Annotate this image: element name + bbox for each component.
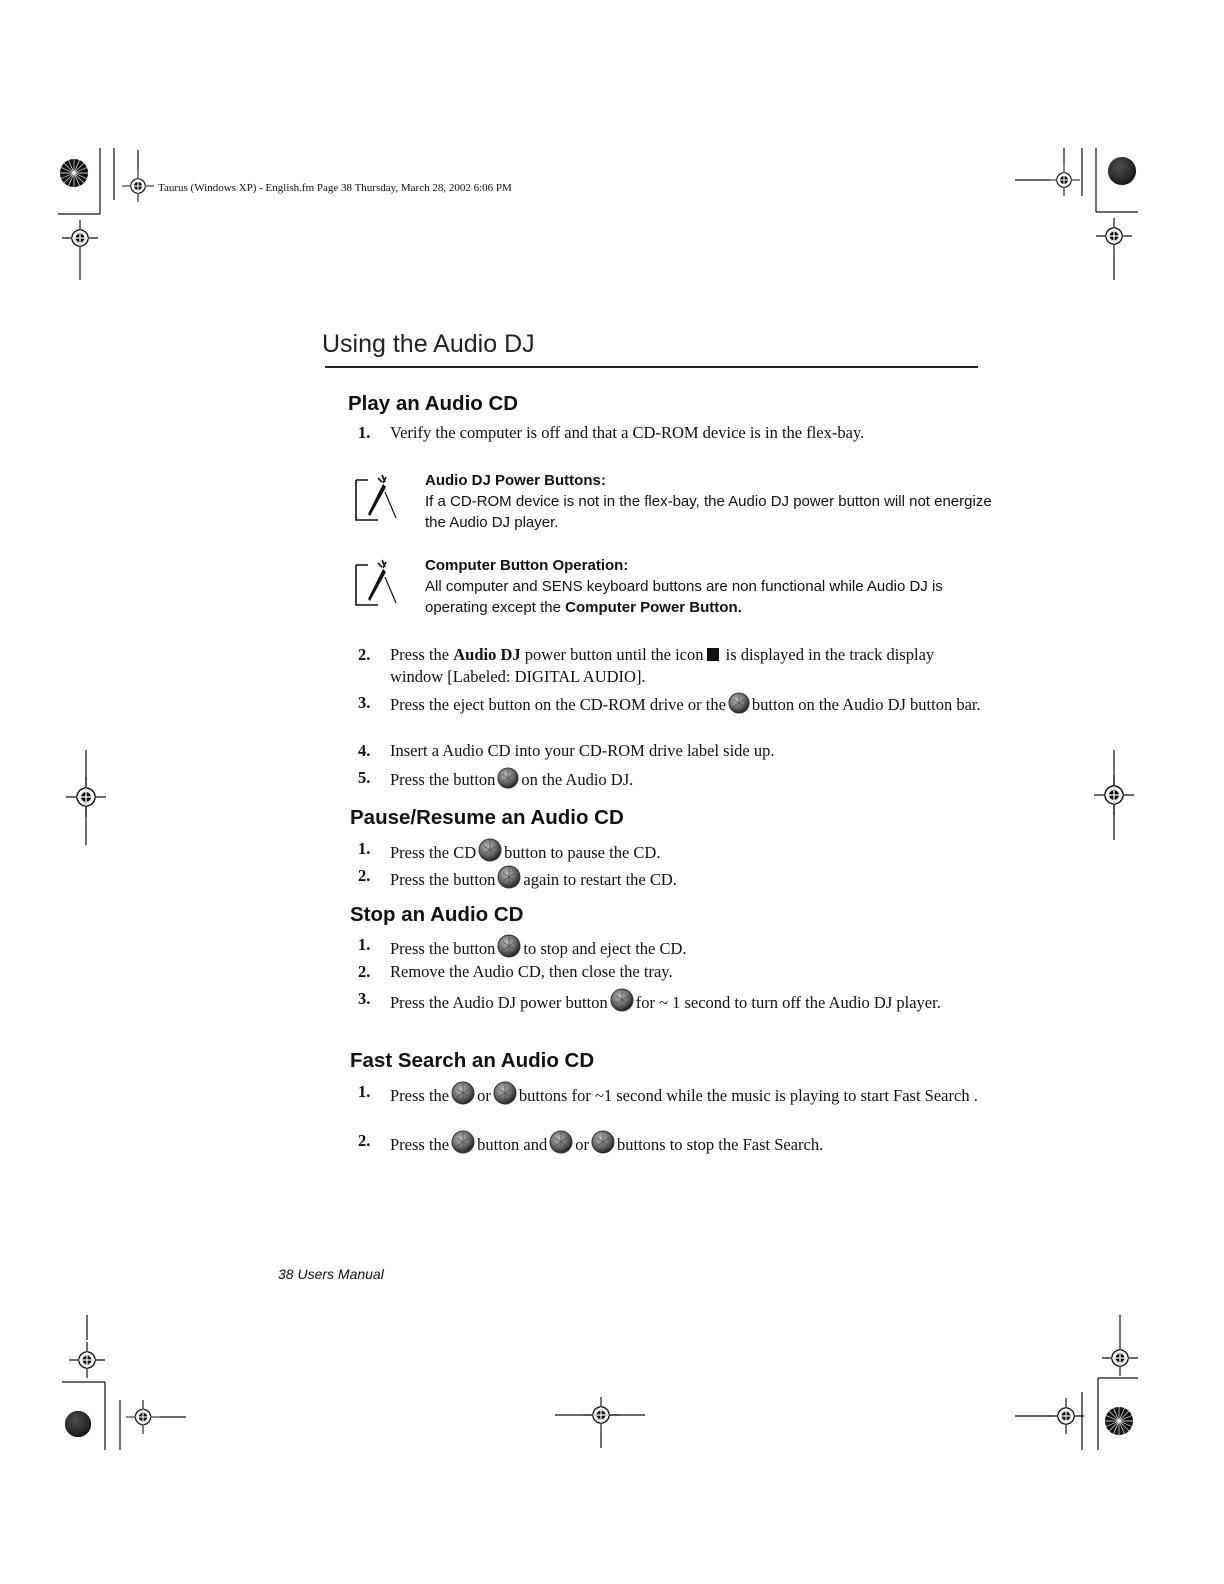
crop-marks-left-middle <box>56 750 116 845</box>
step-text: Verify the computer is off and that a CD-ROM device is in the flex-bay. <box>390 423 865 442</box>
step-number: 2. <box>358 962 371 981</box>
note-title: Audio DJ Power Buttons: <box>425 472 606 489</box>
step-text-part: Press the button <box>390 770 496 789</box>
step-number: 3. <box>358 989 371 1008</box>
step-fast-2 <box>358 1130 983 1156</box>
step-text <box>390 644 983 688</box>
crop-marks-bottom-left <box>50 1310 200 1460</box>
step-text <box>390 767 983 791</box>
registration-mark-icon <box>50 1310 200 1460</box>
note-pen-icon <box>352 472 400 526</box>
step-play-1 <box>358 422 983 444</box>
step-text-part: again to restart the CD. <box>523 870 677 889</box>
step-text-part: on the Audio DJ. <box>521 770 634 789</box>
step-text-part: Press the button <box>390 870 496 889</box>
step-number: 1. <box>358 423 371 442</box>
registration-mark-icon <box>56 750 116 845</box>
step-text <box>390 838 983 864</box>
play-button-icon <box>451 1130 475 1154</box>
step-text-part: Press the button <box>390 939 496 958</box>
step-text: Insert a Audio CD into your CD-ROM drive label side up. <box>390 741 775 760</box>
page-footer: 38 Users Manual <box>278 1266 384 1282</box>
registration-mark-icon <box>1010 0 1224 290</box>
step-text-part: button on the Audio DJ button bar. <box>751 695 981 714</box>
step-text-part: buttons to stop the Fast Search. <box>617 1135 824 1154</box>
note-pen-icon <box>352 557 400 611</box>
step-number: 1. <box>358 935 371 954</box>
step-text: Remove the Audio CD, then close the tray. <box>390 962 673 981</box>
registration-mark-icon <box>1094 750 1154 845</box>
step-text <box>390 934 983 960</box>
step-text-part: Press the eject button on the CD-ROM drive or the <box>390 695 726 714</box>
step-text <box>390 865 983 891</box>
rewind-button-icon <box>451 1081 475 1105</box>
step-text-part: for ~ 1 second to turn off the Audio DJ player. <box>635 993 941 1012</box>
step-number: 4. <box>358 741 371 760</box>
heading-play-audio-cd: Play an Audio CD <box>348 392 519 415</box>
step-text-part: power button until the icon <box>520 645 704 664</box>
step-number: 1. <box>358 1082 371 1101</box>
step-stop-3 <box>358 988 983 1014</box>
crop-marks-bottom-center <box>555 1390 650 1450</box>
fast-forward-button-icon <box>493 1081 517 1105</box>
note-computer-button-operation <box>352 555 992 618</box>
step-text <box>390 988 983 1014</box>
pause-button-icon <box>478 838 502 862</box>
step-text-part: Press the CD <box>390 843 477 862</box>
step-pause-2 <box>358 865 983 891</box>
note-text-bold: Computer Power Button. <box>565 599 742 616</box>
power-button-icon <box>610 988 634 1012</box>
fast-forward-button-icon <box>591 1130 615 1154</box>
heading-stop-audio-cd: Stop an Audio CD <box>350 903 524 926</box>
step-text-part: or <box>477 1086 491 1105</box>
step-text-part: is displayed in the track display window [Labeled: DIGITAL AUDIO]. <box>390 645 935 686</box>
step-stop-2 <box>358 961 983 983</box>
step-number: 1. <box>358 839 371 858</box>
heading-pause-resume: Pause/Resume an Audio CD <box>350 806 624 829</box>
crop-marks-right-middle <box>1094 750 1154 845</box>
registration-mark-icon <box>0 0 200 290</box>
rewind-button-icon <box>549 1130 573 1154</box>
digital-audio-square-icon <box>707 648 719 661</box>
step-text <box>390 692 983 716</box>
title-rule <box>325 366 978 368</box>
step-number: 2. <box>358 866 371 885</box>
step-number: 5. <box>358 768 371 787</box>
step-number: 3. <box>358 693 371 712</box>
note-title: Computer Button Operation: <box>425 557 629 574</box>
step-play-4 <box>358 740 983 762</box>
step-text <box>390 1081 983 1107</box>
play-button-icon <box>497 767 519 789</box>
registration-mark-icon <box>555 1390 650 1450</box>
eject-button-icon <box>728 692 750 714</box>
stop-button-icon <box>497 934 521 958</box>
step-text-part: button and <box>477 1135 548 1154</box>
step-pause-1 <box>358 838 983 864</box>
step-text-bold: Audio DJ <box>453 645 521 664</box>
crop-marks-top-left <box>0 0 200 290</box>
step-fast-1 <box>358 1081 983 1107</box>
print-slug: Taurus (Windows XP) - English.fm Page 38 Thursday, March 28, 2002 6:06 PM <box>158 182 512 194</box>
step-play-3 <box>358 692 983 716</box>
step-number: 2. <box>358 1131 371 1150</box>
page-title: Using the Audio DJ <box>322 330 535 358</box>
heading-fast-search: Fast Search an Audio CD <box>350 1049 595 1072</box>
registration-mark-icon <box>1010 1310 1160 1460</box>
step-stop-1 <box>358 934 983 960</box>
crop-marks-top-right <box>1010 0 1224 290</box>
step-number: 2. <box>358 645 371 664</box>
step-text-part: to stop and eject the CD. <box>523 939 687 958</box>
step-text-part: Press the <box>390 1086 450 1105</box>
step-text-part: buttons for ~1 second while the music is playing to start Fast Search . <box>518 1086 978 1105</box>
step-text-part: Press the <box>390 645 454 664</box>
step-text-part: Press the <box>390 1135 450 1154</box>
step-text-part: button to pause the CD. <box>504 843 661 862</box>
note-text: If a CD-ROM device is not in the flex-bay, the Audio DJ power button will not energize the Audio DJ player. <box>425 493 992 531</box>
step-play-2 <box>358 644 983 688</box>
step-text <box>390 1130 983 1156</box>
step-text-part: or <box>575 1135 589 1154</box>
step-play-5 <box>358 767 983 791</box>
pause-button-icon <box>497 865 521 889</box>
note-text-body: All computer and SENS keyboard buttons are non functional while Audio DJ is operating except the <box>425 578 943 616</box>
step-text-part: Press the Audio DJ power button <box>390 993 608 1012</box>
note-text <box>425 576 992 618</box>
note-audio-dj-power-buttons <box>352 470 992 533</box>
crop-marks-bottom-right <box>1010 1310 1160 1460</box>
